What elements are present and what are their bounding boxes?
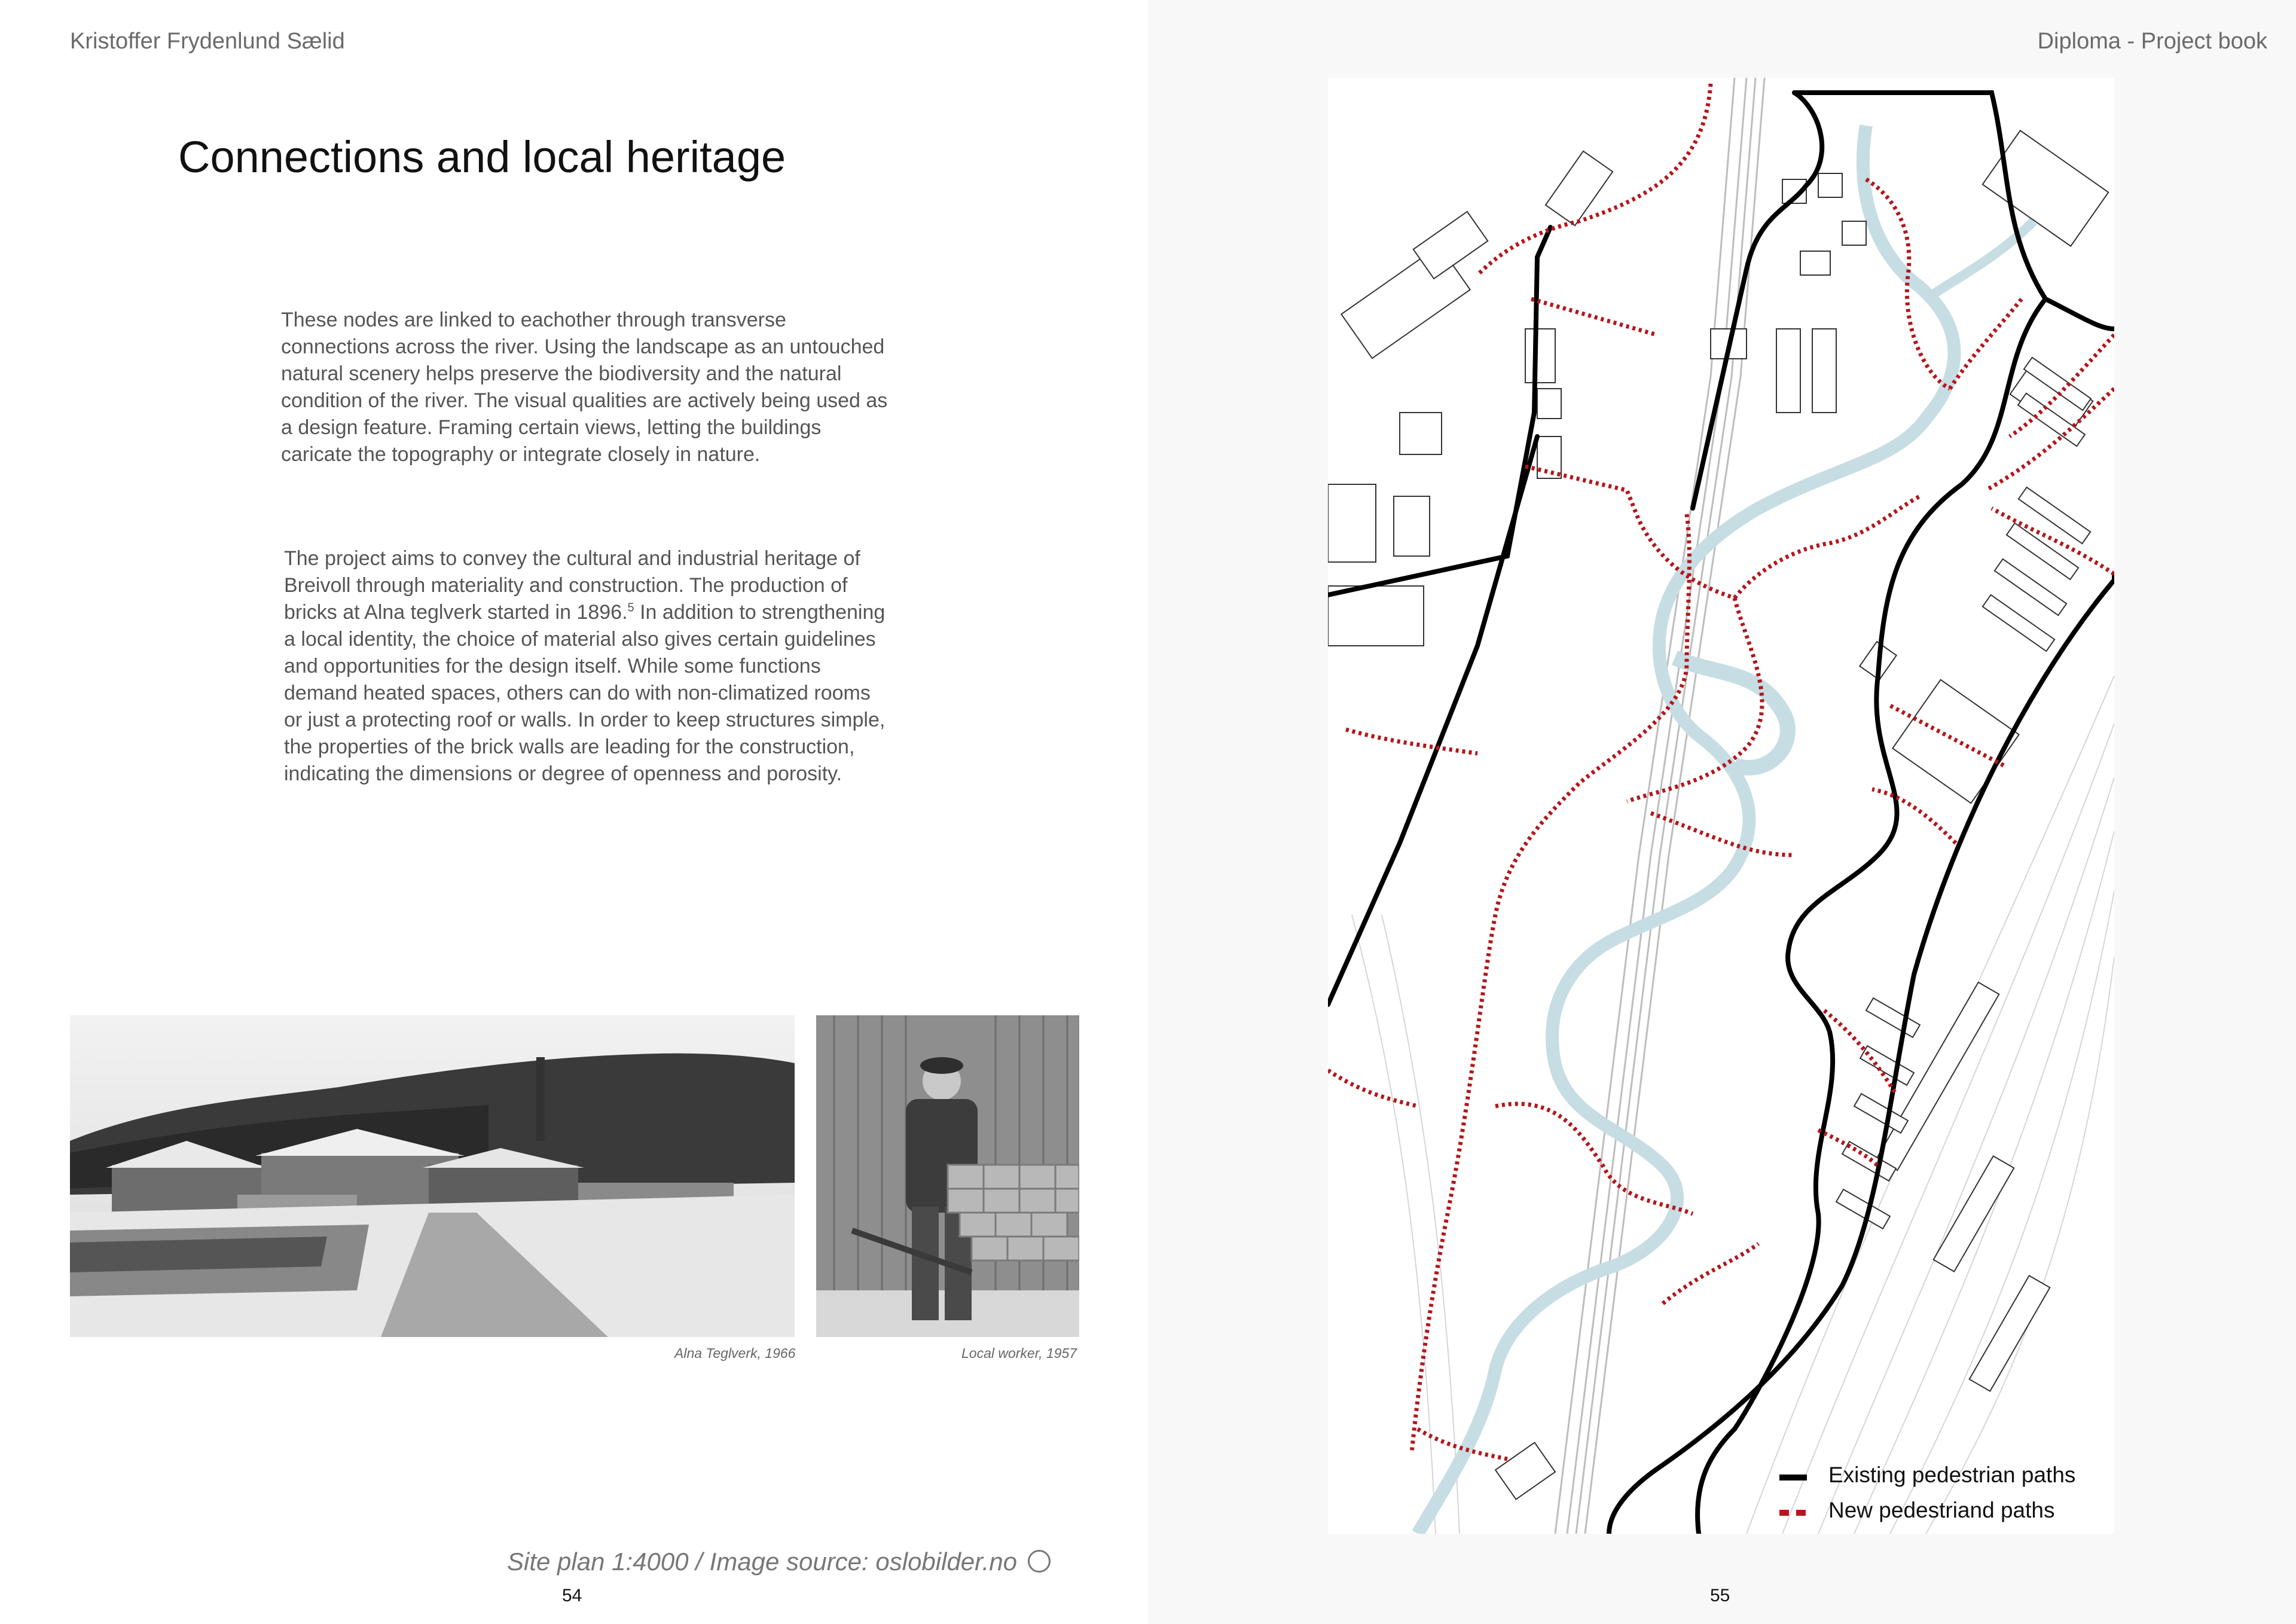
photo2-caption: Local worker, 1957 <box>961 1345 1077 1361</box>
clock-icon <box>1028 1550 1051 1573</box>
legend-existing-label: Existing pedestrian paths <box>1828 1463 2076 1487</box>
author-name: Kristoffer Frydenlund Sælid <box>70 29 345 54</box>
legend-new-swatch <box>1779 1510 1807 1516</box>
brickworks-photo <box>70 1015 795 1337</box>
worker-photo <box>816 1015 1079 1337</box>
page-number-left: 54 <box>562 1586 582 1605</box>
legend-existing <box>1828 1463 2075 1488</box>
paragraph-heritage-text-b: In addition to strengthening a local identity, the choice of material also gives certain guidelines and opportunities for the design itself. While some functions demand heated spaces, others can do with non-climatized rooms or just a protecting roof or walls. In order to keep structures simple, the properties of the brick walls are leading for the construction, indicating the dimensions or degree of openness and porosity. <box>284 601 886 785</box>
source-line <box>507 1547 1051 1576</box>
book-title: Diploma - Project book <box>2037 29 2267 54</box>
site-plan-map <box>1328 78 2114 1534</box>
page-number-right: 55 <box>1710 1586 1730 1605</box>
footnote-marker: 5 <box>627 601 634 615</box>
paragraph-heritage-text-a: The project aims to convey the cultural and industrial heritage of Breivoll through materiality and construction. The production of bricks at Alna teglverk started in 1896. <box>284 547 860 624</box>
paragraph-connections: These nodes are linked to eachother through transverse connections across the river. Using the landscape as an untouched natural scenery helps preserve the biodiversity and the natural condition of the river. The visual qualities are actively being used as a design feature. Framing certain views, letting the buildings caricate the topography or integrate closely in nature. <box>281 309 888 466</box>
page-title: Connections and local heritage <box>178 132 786 182</box>
legend-new <box>1828 1498 2054 1523</box>
source-text: Site plan 1:4000 / Image source: oslobilder.no <box>507 1547 1017 1576</box>
photo1-caption: Alna Teglverk, 1966 <box>674 1345 796 1361</box>
paragraph-heritage <box>284 545 894 787</box>
legend-existing-swatch <box>1779 1475 1807 1480</box>
legend-new-label: New pedestriand paths <box>1828 1498 2055 1522</box>
